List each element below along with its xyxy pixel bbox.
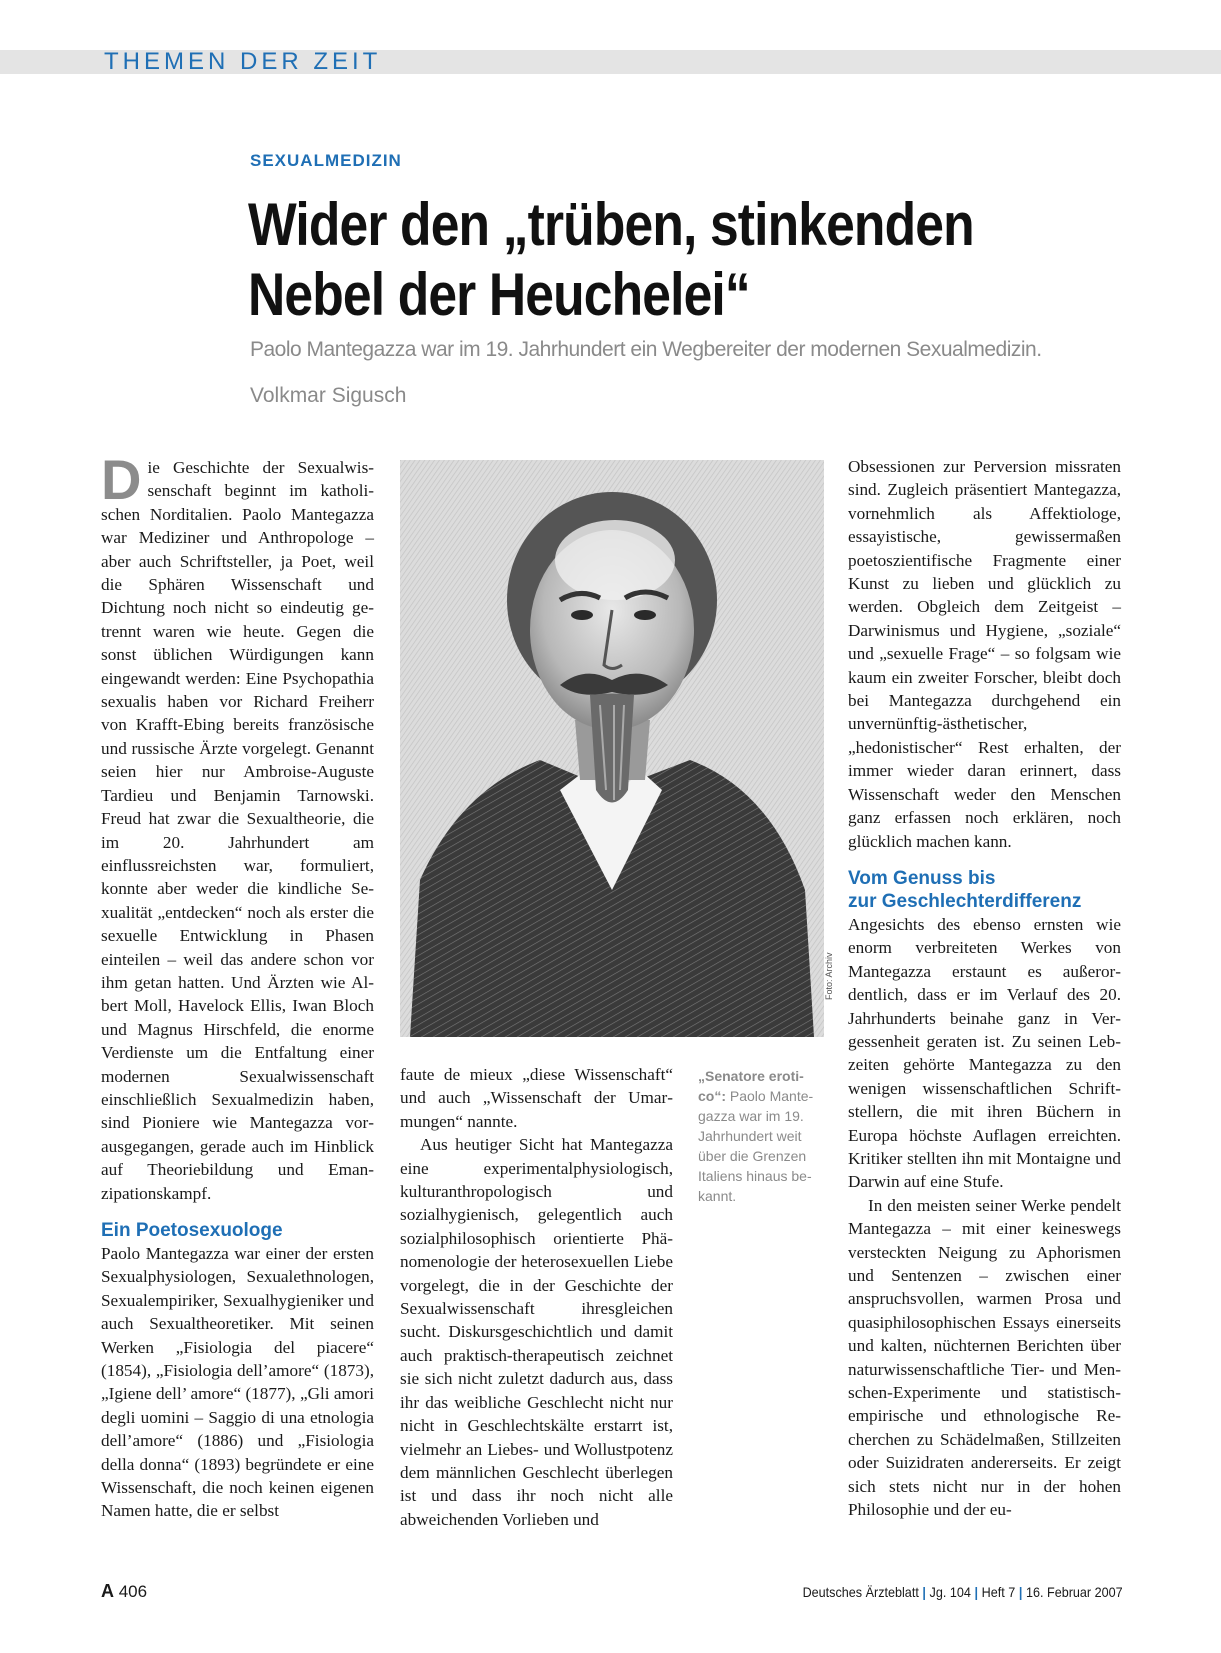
kicker: SEXUALMEDIZIN [250,151,402,170]
paragraph-text: ie Geschichte der Sexualwissenschaft beginnt im katholischen Norditalien. Paolo Mantegazza war Mediziner und Anthropologe – aber auch Schriftsteller, ja Poet, weil die Sphären Wissenschaft und Dichtung noch nicht so eindeutig getrennt waren wie heute. Gegen die sonst üblichen Würdigungen kann eingewandt werden: Eine Psychopathia sexualis haben vor Richard Freiherr von Krafft-Ebing bereits französische und russische Ärzte vorgelegt. Genannt seien hier nur Ambroise-Auguste Tardieu und Benjamin Tarnowski. Freud hat zwar die Sexualtheorie, die im 20. Jahrhundert am einflussreichsten war, formuliert, konnte aber weder die kindliche Sexualität „entdecken“ noch als erster die sexuelle Entwicklung in Phasen einteilen – weil das andere schon vor ihm getan hatten. Und Ärzten wie Albert Moll, Havelock Ellis, Iwan Bloch und Magnus Hirschfeld, die enorme Verdienste um die Entfaltung einer modernen Sexualwissenschaft einschließlich Sexualmedizin haben, sind Pioniere wie Mantegazza vorausgegangen, gerade auch im Hinblick auf Theoriebildung und Emanzipationskampf. [101,458,374,1203]
separator: | [1019,1584,1023,1600]
paragraph: faute de mieux „diese Wissenschaft“ und auch „Wissenschaft der Umarmungen“ nannte. [400,1065,673,1131]
portrait-engraving [400,460,824,1037]
paragraph: Angesichts des ebenso ernsten wie enorm verbreiteten Werkes von Mantegazza erstaunt es außerordentlich, dass er im Verlauf des 20. Jahrhunderts beinahe ganz in Vergessenheit geraten ist. Zu seinen Lebzeiten gehörte Mantegazza zu den wenigen wissenschaftlichen Schriftstellern, die mit ihren Büchern in Europa höchste Auflagen erreichten. Kritiker stellten ihn mit Montaigne und Darwin auf eine Stufe. [848,914,1121,1192]
column-1 [101,448,374,1523]
separator: | [922,1584,927,1600]
page-prefix: A [101,1581,114,1601]
journal-info [803,1584,1123,1600]
column-3 [848,455,1121,1521]
journal-name: Deutsches Ärzteblatt [802,1584,920,1600]
headline-line-2: Nebel der Heuchelei“ [248,261,750,328]
photo-credit: Foto: Archiv [824,952,834,1000]
section-label: THEMEN DER ZEIT [104,48,382,75]
subhead-line-2: zur Geschlechterdifferenz [848,890,1082,912]
paragraph: Aus heutiger Sicht hat Mantegazza eine experimentalphysiologisch, kulturanthropologisch und sozialhygienisch, gelegentlich auch sozialphilosophisch orientierte Phänomenologie der heterosexuellen Liebe vorgelegt, die in der Geschichte der Sexualwissenschaft ihresgleichen sucht. Diskursgeschichtlich und damit auch praktisch-therapeutisch zeichnet sie sich nicht zuletzt dadurch aus, dass ihr das weibliche Geschlecht nicht nur nicht in Geschlechtskälte erstarrt ist, vielmehr an Liebes- und Wollustpotenz dem männlichen Geschlecht überlegen ist und dass ihr noch nicht alle abweichenden Vorlieben und [400,1135,673,1529]
volume: Jg. 104 [929,1584,972,1600]
subhead-line-1: Vom Genuss bis [848,867,996,889]
paragraph: In den meisten seiner Werke pendelt Mantegazza – mit einer keineswegs versteckten Neigung zu Aphorismen und Sentenzen – zwischen einer anspruchsvollen, warmen Prosa und quasiphilosophischen Essays einerseits und kalten, nüchternen Berichten über naturwissenschaftliche Tier- und Menschen-Experimente und statistisch-empirische und ethnologische Recherchen zu Schädelmaßen, Stillzeiten oder Suizidraten andererseits. Er zeigt sich stets nicht nur in der hohen Philosophie und der eu- [848,1195,1121,1520]
page-number [101,1581,147,1602]
caption-title: „Senatore erotico“: [698,1068,804,1104]
caption-text: Paolo Mantegazza war im 19. Jahrhundert weit über die Grenzen Italiens hinaus bekannt. [698,1088,814,1204]
portrait-image [400,460,824,1037]
paragraph: Paolo Mantegazza war einer der ersten Sexualphysiologen, Sexualethnologen, Sexualempiriker, Sexualhygieniker und auch Sexualtheoretiker. Mit seinen Werken „Fisiologia del piacere“ (1854), „Fisiologia dell’amore“ (1873), „Igiene dell’ amore“ (1877), „Gli amori degli uomini – Saggio di una etnologia dell’amore“ (1886) und „Fisiologia della donna“ (1893) begründete er eine Wissenschaft, die noch keinen eigenen Namen hatte, die er selbst [101,1244,374,1521]
headline [248,190,1056,330]
dropcap: D [101,448,142,511]
page-number-value: 406 [114,1582,148,1601]
column-2 [400,1063,673,1531]
subhead [848,867,1121,913]
paragraph [101,448,374,1205]
author: Volkmar Sigusch [250,384,407,407]
separator: | [974,1584,979,1600]
paragraph: Obsessionen zur Perversion missraten sind. Zugleich präsentiert Mantegazza, vornehmlich als Affektiologe, essayistische, gewissermaßen poetoszientifische Fragmente einer Kunst zu lieben und glücklich zu werden. Obgleich dem Zeitgeist – Darwinismus und Hygiene, „soziale“ und „sexuelle Frage“ – so folgsam wie kaum ein zweiter Forscher, bleibt doch bei Mantegazza durchgehend ein unvernünftig-ästhetischer, „hedonistischer“ Rest erhalten, der immer wieder daran erinnert, dass Wissenschaft weder den Menschen ganz erfassen noch erklären, noch glücklich machen kann. [848,457,1121,851]
headline-line-1: Wider den „trüben, stinkenden [248,191,974,258]
subhead: Ein Poetosexuologe [101,1220,283,1241]
subtitle: Paolo Mantegazza war im 19. Jahrhundert ein Wegbereiter der modernen Sexualmedizin. [250,338,1042,361]
issue: Heft 7 [981,1584,1016,1600]
issue-date: 16. Februar 2007 [1026,1584,1123,1600]
figure-caption [698,1066,814,1206]
